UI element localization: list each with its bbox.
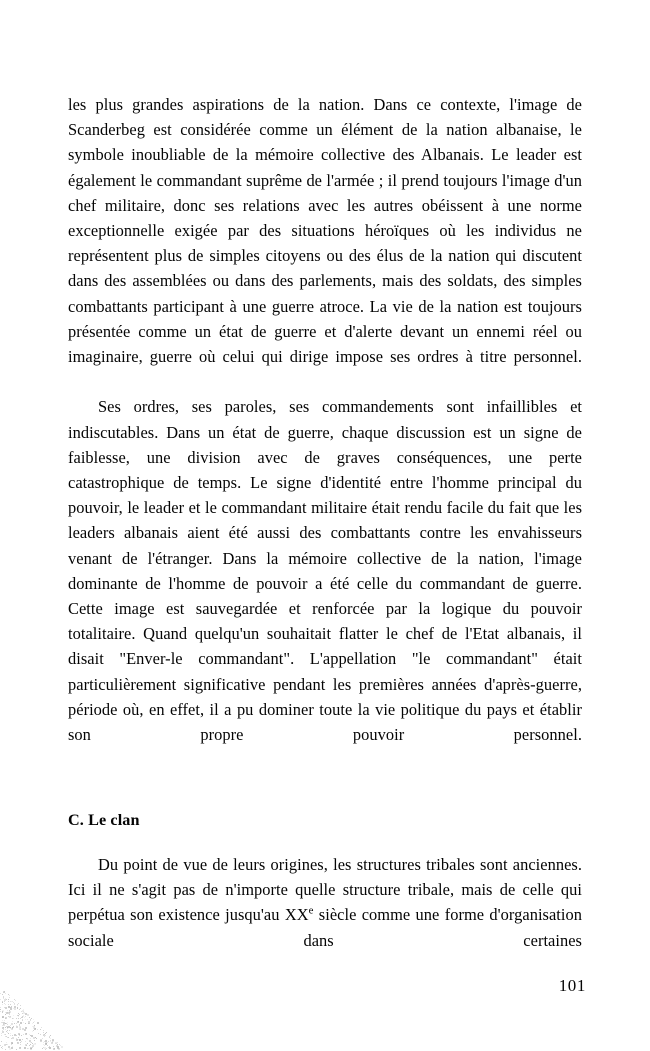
paragraph-3-text-after-ordinal: siècle comme une forme d'organisation sociale dans certaines [68, 905, 582, 950]
scan-artifact-smudge [0, 988, 64, 1051]
page-number: 101 [558, 976, 586, 995]
body-text-block [68, 92, 582, 772]
paragraph-3 [68, 852, 582, 978]
paragraph-2: Ses ordres, ses paroles, ses commandements sont infaillibles et indiscutables. Dans un état de guerre, chaque discussion est un signe de faiblesse, une division avec de graves conséquences, une perte catastrophique de temps. Le signe d'identité entre l'homme principal du pouvoir, le leader et le commandant militaire était rendu facile du fait que les leaders albanais aient été aussi des combattants contre les envahisseurs venant de l'étranger. Dans la mémoire collective de la nation, l'image dominante de l'homme de pouvoir a été celle du commandant de guerre. Cette image est sauvegardée et renforcée par la logique du pouvoir totalitaire. Quand quelqu'un souhaitait flatter le chef de l'Etat albanais, il disait "Enver-le commandant". L'appellation "le commandant" était particulièrement significative pendant les premières années d'après-guerre, période où, en effet, il a pu dominer toute la vie politique du pays et établir son propre pouvoir personnel. [68, 397, 582, 745]
paragraph-1: les plus grandes aspirations de la nation. Dans ce contexte, l'image de Scanderbeg est considérée comme un élément de la nation albanaise, le symbole inoubliable de la mémoire collective des Albanais. Le leader est également le commandant suprême de l'armée ; il prend toujours l'image d'un chef militaire, donc ses relations avec les autres obéissent à une norme exceptionnelle exigée par des situations héroïques où les individus ne représentent plus de simples citoyens ou des élus de la nation qui discutent dans des assemblées ou dans des parlements, mais des soldats, des simples combattants participant à une guerre atroce. La vie de la nation est toujours présentée comme un état de guerre et d'alerte devant un ennemi réel ou imaginaire, guerre où celui qui dirige impose ses ordres à titre personnel. [68, 95, 582, 367]
paragraph-3-text-before-ordinal: Du point de vue de leurs origines, les structures tribales sont anciennes. Ici il ne s'agit pas de n'importe quelle structure tribale, mais de celle qui perpétua son existence jusqu'au XX [68, 855, 582, 925]
section-body-block [68, 852, 582, 978]
ordinal-suffix: e [308, 904, 314, 917]
scan-artifact-speck [16, 955, 30, 967]
section-heading-c-le-clan: C. Le clan [68, 811, 140, 829]
